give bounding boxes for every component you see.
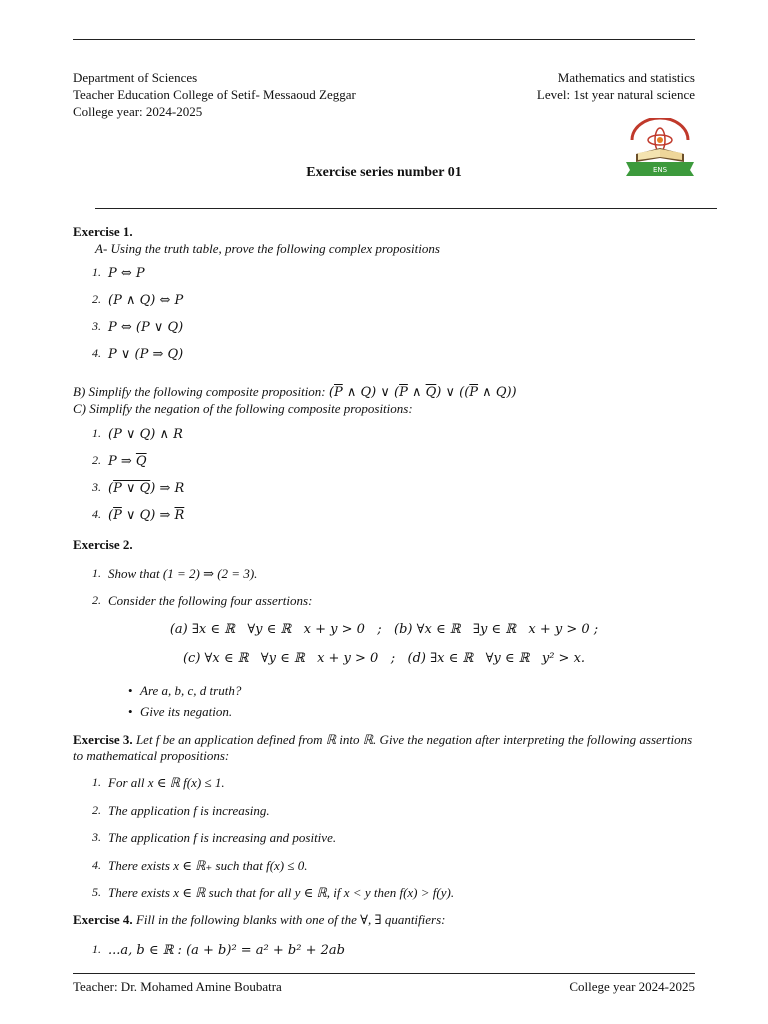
exercise-2-label: Exercise 2. bbox=[73, 537, 133, 552]
list-item: 1. Show that (1 = 2) ⇒ (2 = 3). bbox=[92, 566, 258, 581]
exercise-3-list bbox=[73, 775, 695, 913]
exercise-1-list-c bbox=[73, 426, 184, 534]
footer-rule bbox=[73, 973, 695, 974]
exercise-1-list-a bbox=[73, 265, 695, 373]
logo-text: ENS bbox=[652, 166, 668, 174]
level: Level: 1st year natural science bbox=[536, 87, 695, 102]
list-item: 1. (P ∨ Q) ∧ R bbox=[92, 426, 183, 442]
exercise-2-list bbox=[73, 566, 695, 620]
exercise-3 bbox=[73, 732, 695, 764]
header-right bbox=[537, 69, 695, 103]
exercise-3-label: Exercise 3. bbox=[73, 732, 133, 747]
exercise-4-intro: Fill in the following blanks with one of the ∀, ∃ quantifiers: bbox=[135, 912, 446, 927]
department: Department of Sciences bbox=[73, 70, 198, 85]
exercise-1-part-b: B) Simplify the following composite proposition: ($\overline{P}$ ∧ Q) ∨ ($\overline{P}$ ∧ $\overline{Q}$) ∨ (($\overline{P}$ ∧ Q)) bbox=[73, 384, 517, 400]
subject: Mathematics and statistics bbox=[557, 70, 695, 85]
list-item: 1. ...a, b ∈ ℝ : (a + b)² = a² + b² + 2ab bbox=[92, 942, 345, 958]
footer-year: College year 2024-2025 bbox=[569, 979, 695, 994]
list-item: 3. The application f is increasing and positive. bbox=[92, 830, 337, 845]
title-rule bbox=[95, 208, 717, 209]
list-item: 2. The application f is increasing. bbox=[92, 802, 270, 818]
exercise-1-label: Exercise 1. bbox=[73, 224, 133, 239]
exercise-3-intro: Let f be an application defined from ℝ into ℝ. Give the negation after interpreting the following assertions to mathematical propositions: bbox=[73, 732, 693, 763]
bullet-item: • Are a, b, c, d truth? bbox=[73, 680, 695, 701]
list-item: 5. There exists x ∈ ℝ such that for all y ∈ ℝ, if x < y then f(x) > f(y). bbox=[92, 885, 455, 900]
list-item: 1. For all x ∈ ℝ f(x) ≤ 1. bbox=[92, 775, 225, 790]
page-title: Exercise series number 01 bbox=[306, 165, 462, 180]
list-item: 2. (P ∧ Q) ⇔ P bbox=[92, 292, 184, 308]
top-rule bbox=[73, 39, 695, 40]
list-item: 3. (P ∨ Q) ⇒ R bbox=[92, 480, 185, 496]
bullet-item: • Give its negation. bbox=[73, 701, 695, 722]
list-item: 2. P ⇒ $\overline{Q}$ bbox=[92, 453, 147, 469]
list-item: 2. Consider the following four assertions: bbox=[92, 593, 313, 608]
exercise-1-part-a: A- Using the truth table, prove the following complex propositions bbox=[95, 241, 440, 256]
exercise-1-part-c: C) Simplify the negation of the following composite propositions: bbox=[73, 401, 413, 416]
footer-teacher: Teacher: Dr. Mohamed Amine Boubatra bbox=[73, 979, 282, 994]
list-item: 4. There exists x ∈ ℝ₊ such that f(x) ≤ 0. bbox=[92, 857, 308, 873]
exercise-4-label: Exercise 4. bbox=[73, 912, 133, 927]
list-item: 4. P ∨ (P ⇒ Q) bbox=[92, 346, 184, 362]
header-left bbox=[73, 69, 356, 120]
exercise-1 bbox=[73, 223, 695, 373]
list-item: 3. P ⇔ (P ∨ Q) bbox=[92, 319, 184, 335]
college-name: Teacher Education College of Setif- Messaoud Zeggar bbox=[73, 87, 356, 102]
college-year: College year: 2024-2025 bbox=[73, 104, 203, 119]
exercise-4-list bbox=[73, 942, 695, 958]
exercise-4 bbox=[73, 912, 695, 928]
exercise-2-bullets bbox=[73, 680, 695, 722]
list-item: 1. P ⇔ P bbox=[92, 265, 145, 281]
assertions-row-2: (c) ∀x ∈ ℝ ∀y ∈ ℝ x + y > 0 ; (d) ∃x ∈ ℝ ∀y ∈ ℝ y² > x. bbox=[182, 651, 586, 666]
part-b-expression: ($\overline{P}$ ∧ Q) ∨ ($\overline{P}$ ∧ $\overline{Q}$) ∨ (($\overline{P}$ ∧ Q)) bbox=[328, 385, 517, 400]
assertions-row-1: (a) ∃x ∈ ℝ ∀y ∈ ℝ x + y > 0 ; (b) ∀x ∈ ℝ ∃y ∈ ℝ x + y > 0 ; bbox=[169, 622, 599, 637]
list-item: 4. ($\overline{P}$ ∨ Q) ⇒ $\overline{R}$ bbox=[92, 507, 185, 523]
